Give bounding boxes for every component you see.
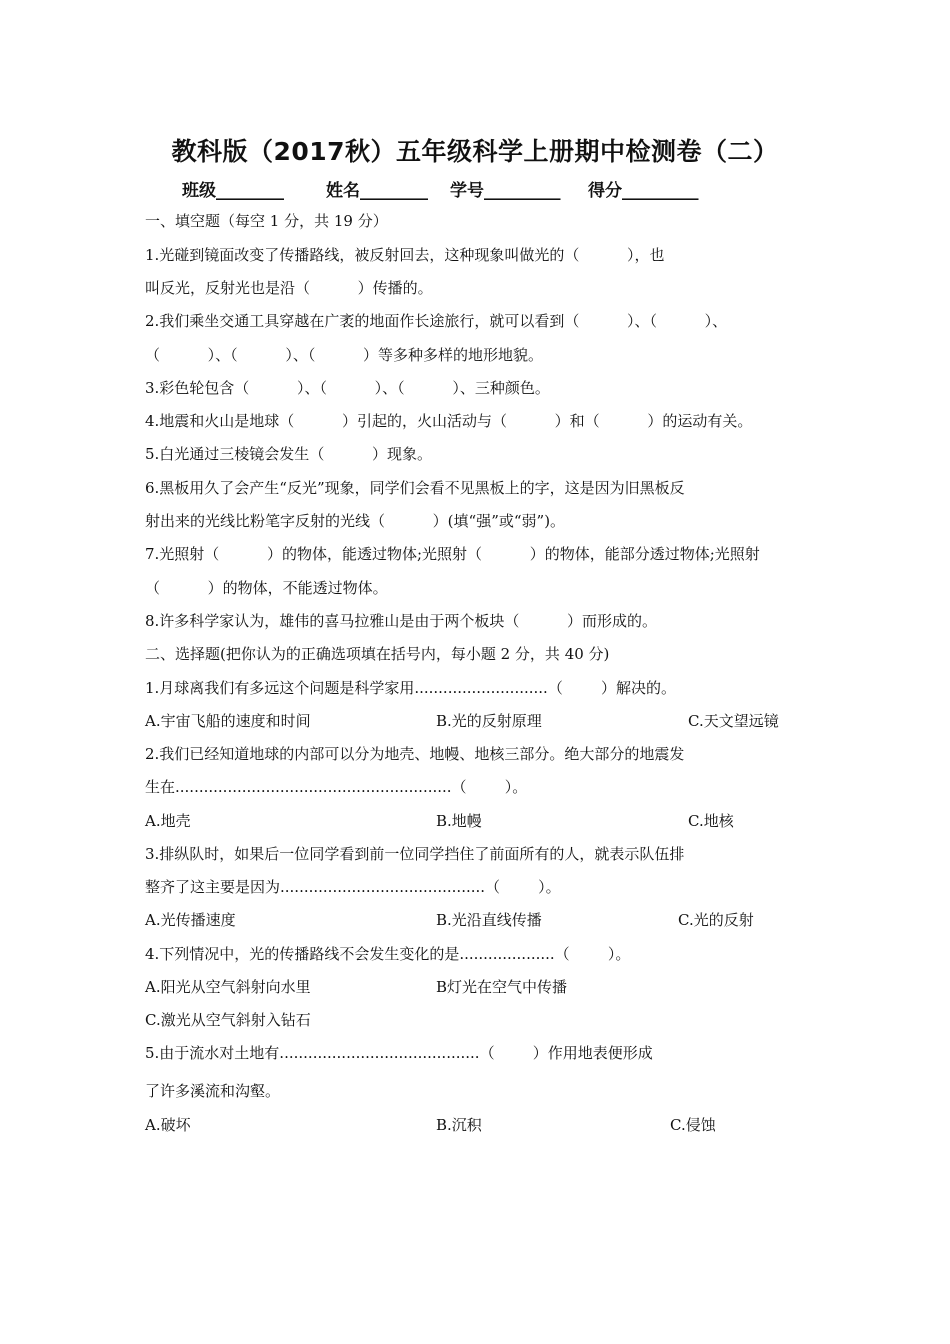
fill-line: 叫反光，反射光也是沿（ ）传播的。: [145, 279, 433, 297]
question-5-cont: 了许多溪流和沟壑。: [145, 1082, 281, 1100]
fill-line: 1.光碰到镜面改变了传播路线，被反射回去，这种现象叫做光的（ ），也: [145, 246, 665, 264]
score-field: 得分_________: [588, 181, 699, 201]
option-a: A.地壳: [145, 812, 191, 830]
fill-line: 5.白光通过三棱镜会发生（ ）现象。: [145, 445, 432, 463]
section2-heading: 二、选择题(把你认为的正确选项填在括号内，每小题 2 分，共 40 分): [145, 645, 610, 663]
class-field: 班级________: [182, 181, 284, 201]
fill-line: 7.光照射（ ）的物体，能透过物体;光照射（ ）的物体，能部分透过物体;光照射: [145, 545, 760, 563]
option-b: B灯光在空气中传播: [436, 978, 568, 996]
page-title: 教科版（2017秋）五年级科学上册期中检测卷（二）: [171, 137, 779, 166]
option-a: A.阳光从空气斜射向水里: [145, 978, 311, 996]
option-a: A.宇宙飞船的速度和时间: [145, 712, 311, 730]
option-c: C.地核: [688, 812, 734, 830]
option-b: B.光沿直线传播: [436, 911, 542, 929]
student-id-field: 学号_________: [450, 181, 561, 201]
option-b: B.光的反射原理: [436, 712, 542, 730]
name-field: 姓名________: [326, 181, 428, 201]
option-c: C.天文望远镜: [688, 712, 779, 730]
fill-line: 6.黑板用久了会产生“反光”现象，同学们会看不见黑板上的字，这是因为旧黑板反: [145, 479, 685, 497]
fill-line: 3.彩色轮包含（ ）、（ ）、（ ）、三种颜色。: [145, 379, 550, 397]
question-2: 2.我们已经知道地球的内部可以分为地壳、地幔、地核三部分。绝大部分的地震发: [145, 745, 685, 763]
option-c: C.光的反射: [678, 911, 754, 929]
question-3-cont: 整齐了这主要是因为...........................................（ ）。: [145, 878, 561, 896]
question-3: 3.排纵队时，如果后一位同学看到前一位同学挡住了前面所有的人，就表示队伍排: [145, 845, 685, 863]
section1-heading: 一、填空题（每空 1 分，共 19 分）: [145, 212, 388, 230]
fill-line: 4.地震和火山是地球（ ）引起的，火山活动与（ ）和（ ）的运动有关。: [145, 412, 753, 430]
fill-line: 射出来的光线比粉笔字反射的光线（ ）(填“强”或“弱”)。: [145, 512, 566, 530]
fill-line: 8.许多科学家认为，雄伟的喜马拉雅山是由于两个板块（ ）而形成的。: [145, 612, 657, 630]
option-b: B.沉积: [436, 1116, 482, 1134]
fill-line: （ ）、（ ）、（ ）等多种多样的地形地貌。: [145, 346, 544, 364]
question-4: 4.下列情况中，光的传播路线不会发生变化的是....................（ ）。: [145, 945, 631, 963]
option-b: B.地幔: [436, 812, 482, 830]
question-5: 5.由于流水对土地有..........................................（ ）作用地表便形成: [145, 1044, 653, 1062]
question-1: 1.月球离我们有多远这个问题是科学家用............................（ ）解决的。: [145, 679, 676, 697]
option-c: C.侵蚀: [670, 1116, 716, 1134]
option-c: C.激光从空气斜射入钻石: [145, 1011, 311, 1029]
fill-line: （ ）的物体，不能透过物体。: [145, 579, 388, 597]
option-a: A.破坏: [145, 1116, 191, 1134]
fill-line: 2.我们乘坐交通工具穿越在广袤的地面作长途旅行，就可以看到（ ）、（ ）、: [145, 312, 728, 330]
option-a: A.光传播速度: [145, 911, 236, 929]
question-2-cont: 生在..........................................................（ ）。: [145, 778, 528, 796]
